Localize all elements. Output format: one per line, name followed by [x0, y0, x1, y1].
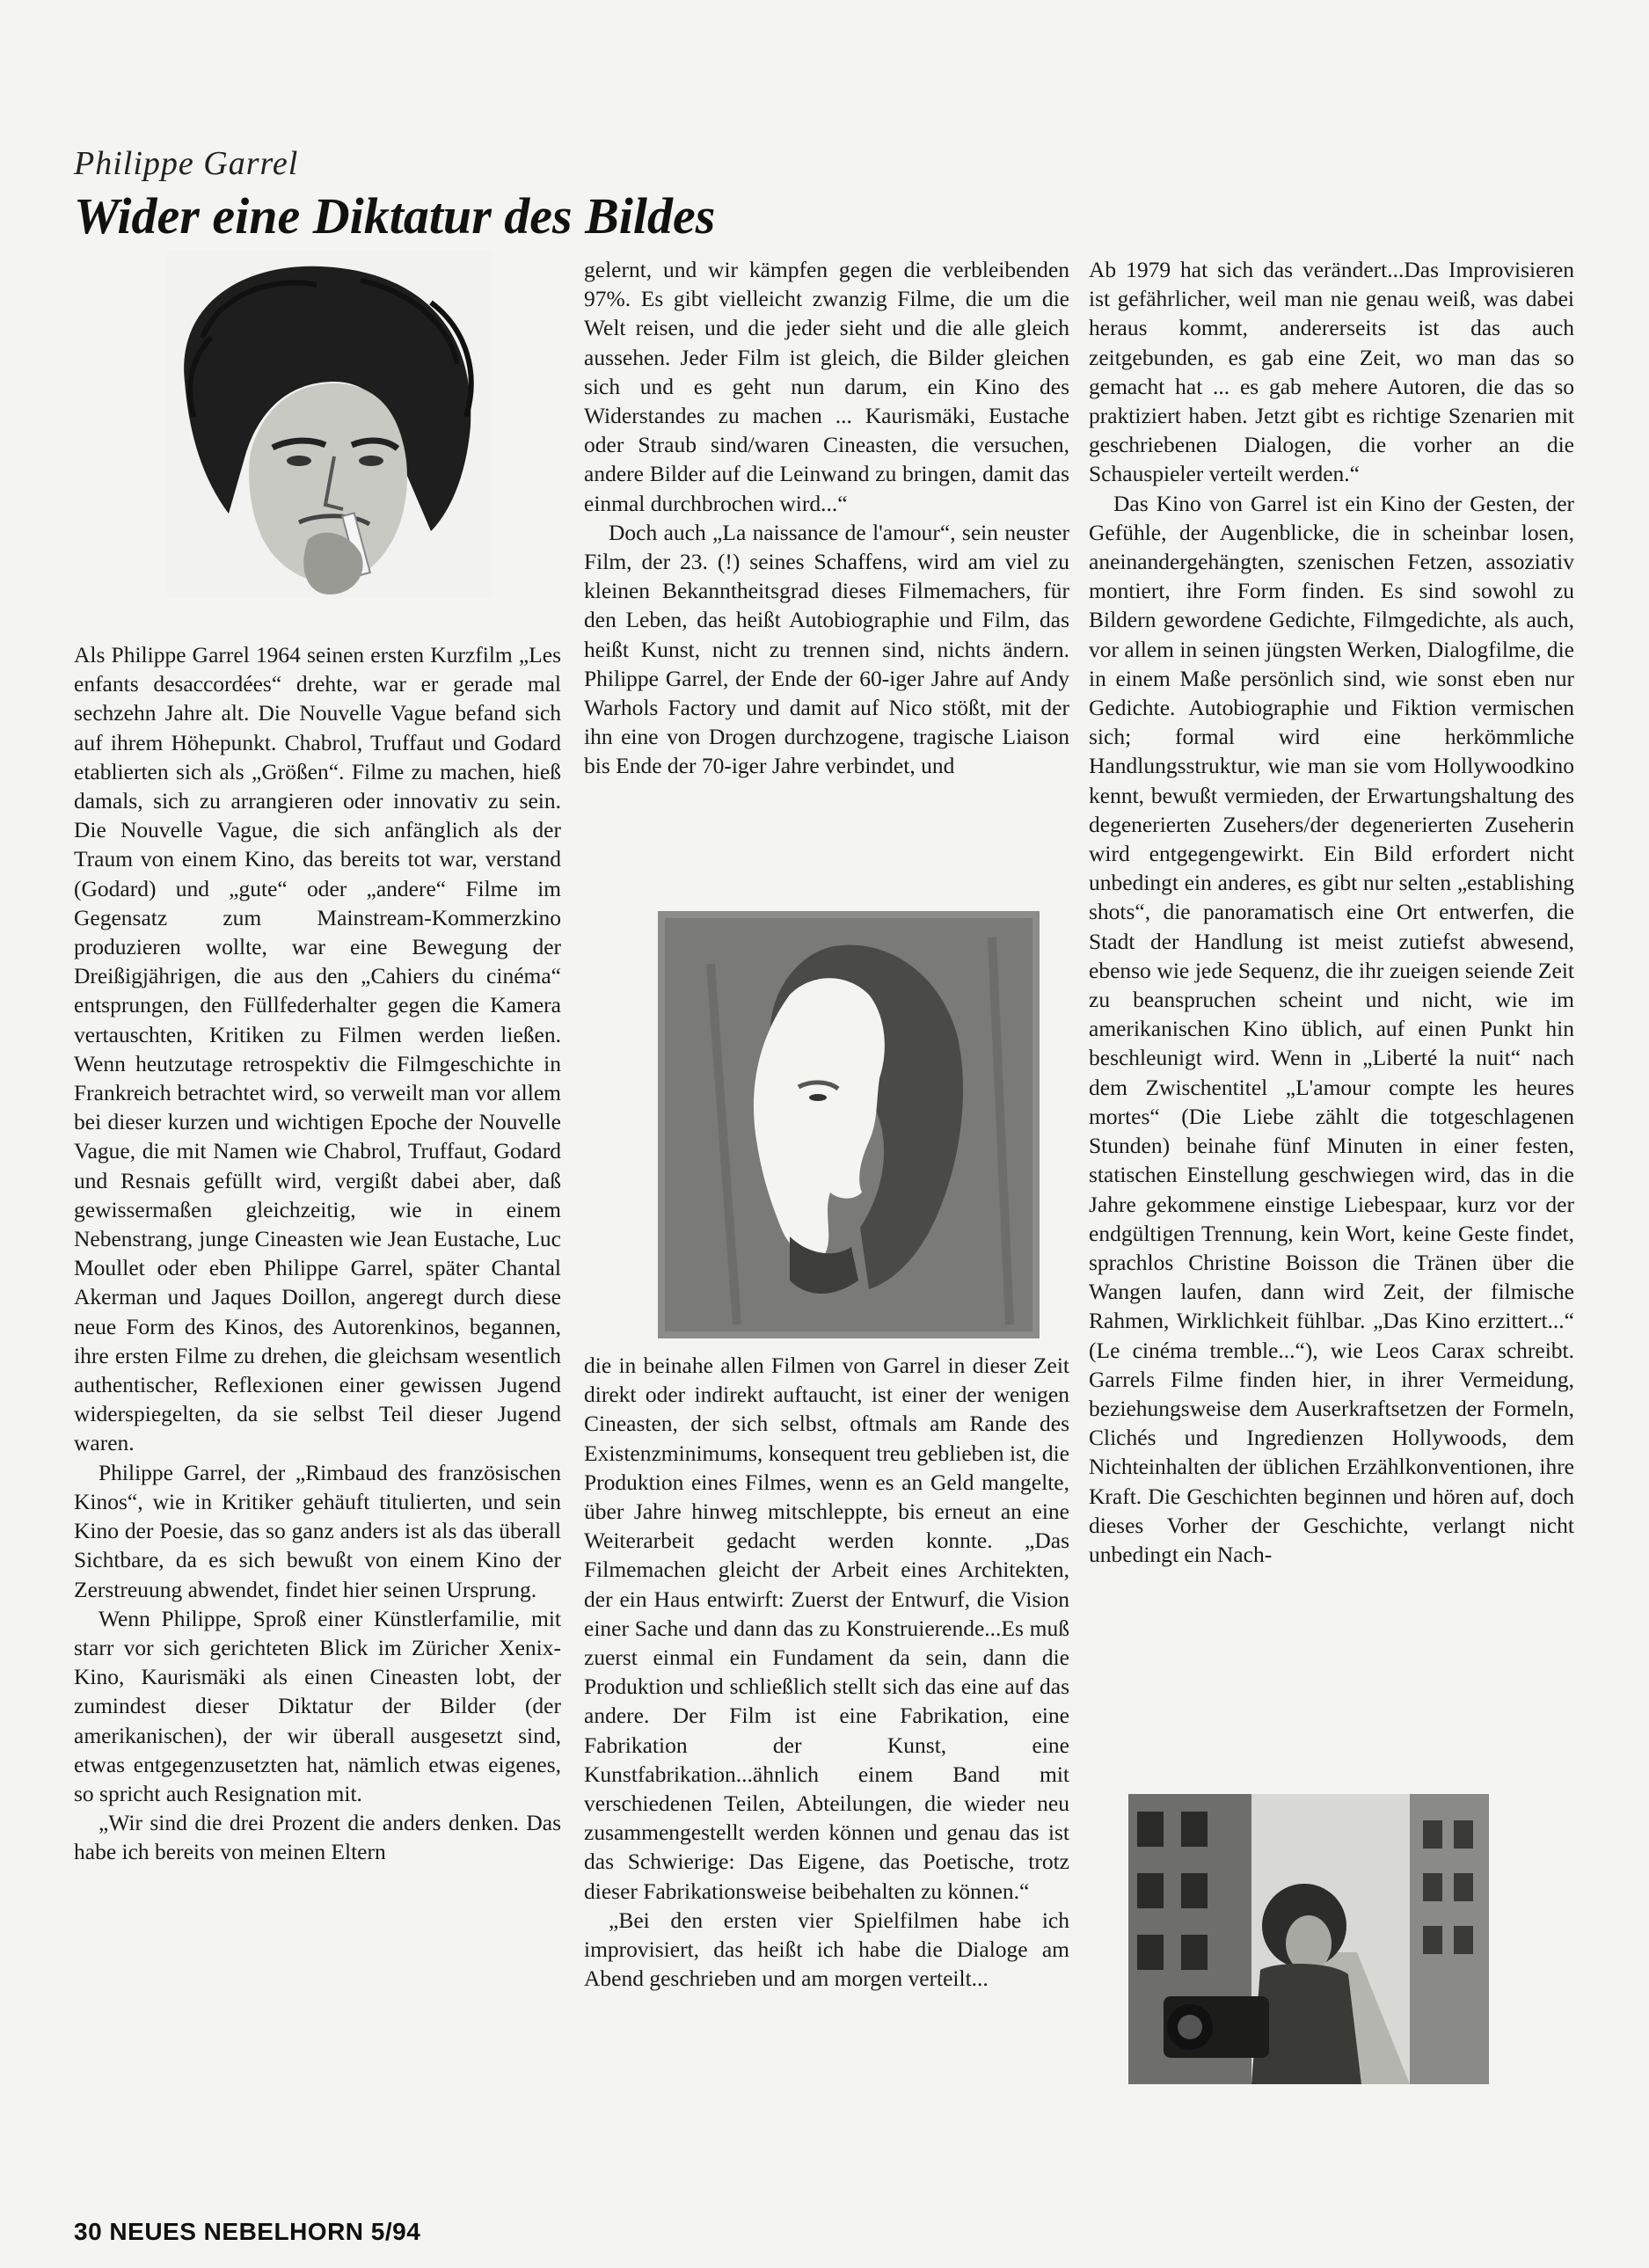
- portrait-photo-profile: [658, 911, 1040, 1338]
- paragraph: die in beinahe allen Filmen von Garrel in dieser Zeit direkt oder indirekt auftaucht, ist einer der wenigen Cineasten, der sich selbst, oftmals am Rande des Existenzminimums, konsequent treu geblieben ist, die Produktion eines Filmes, wenn es an Geld mangelte, über Jahre hinweg mitschleppte, bis erneut an eine Weiterarbeit gedacht werden konnte. „Das Filmemachen gleicht der Arbeit eines Architekten, der ein Haus entwirft: Zuerst der Entwurf, die Vision einer Sache und dann das zu Konstruierende...Es muß zuerst einmal ein Fundament da sein, dann die Produktion und schließlich stellt sich das eine auf das andere. Der Film ist eine Fabrikation, eine Fabrikation der Kunst, eine Kunstfabrikation...ähnlich einem Band mit verschiedenen Teilen, Abteilungen, die wieder neu zusammengestellt werden können und genau das ist das Schwierige: Das Eigene, das Poetische, trotz dieser Fabrikationsweise beibehalten zu können.“: [584, 1353, 1069, 1904]
- article-author: Philippe Garrel: [74, 145, 299, 182]
- paragraph: Als Philippe Garrel 1964 seinen ersten Kurzfilm „Les enfants desaccordées“ drehte, war er gerade mal sechzehn Jahre alt. Die Nouvelle Vague befand sich auf ihrem Höhepunkt. Chabrol, Truffaut und Godard etablierten sich als „Größen“. Filme zu machen, hieß damals, sich zu arrangieren oder innovativ zu sein. Die Nouvelle Vague, die sich anfänglich als der Traum von einem Kino, das bereits tot war, verstand (Godard) und „gute“ oder „andere“ Filme im Gegensatz zum Mainstream-Kommerzkino produzieren wollte, war eine Bewegung der Dreißigjährigen, die aus den „Cahiers du cinéma“ entsprungen, den Füllfederhalter gegen die Kamera vertauschten, Kritiken zu Filmen werden ließen. Wenn heutzutage retrospektiv die Filmgeschichte in Frankreich betrachtet wird, so verweilt man vor allem bei dieser kurzen und wichtigen Epoche der Nouvelle Vague, die mit Namen wie Chabrol, Truffaut, Godard und Resnais gefüllt wird, vergißt dabei aber, daß gewissermaßen gleichzeitig, wie in einem Nebenstrang, junge Cineasten wie Jean Eustache, Luc Moullet oder eben Philippe Garrel, später Chantal Akerman und Jaques Doillon, angeregt durch diese neue Form des Kinos, des Autorenkinos, begannen, ihre ersten Filme zu drehen, die gleichsam wesentlich authentischer, Reflexionen einer gewissen Jugend widerspiegelten, da sie selbst Teil dieser Jugend waren.: [74, 642, 561, 1456]
- column-1: [74, 640, 561, 2082]
- paragraph: Wenn Philippe, Sproß einer Künstlerfamilie, mit starr vor sich gerichteten Blick im Züricher Xenix-Kino, Kaurismäki als einen Cineasten lobt, der zumindest dieser Diktatur der Bilder (der amerikanischen), der wir überall ausgesetzt sind, etwas entgegenzusetzten hat, nämlich etwas eigenes, so spricht auch Resignation mit.: [74, 1605, 561, 1806]
- paragraph: Das Kino von Garrel ist ein Kino der Gesten, der Gefühle, der Augenblicke, die in scheinbar losen, aneinandergehängten, szenischen Fetzen, assoziativ montiert, ihre Form finden. Es sind sowohl zu Bildern gewordene Gedichte, Filmgedichte, als auch, vor allem in seinen jüngsten Werken, Dialogfilme, die in einem Maße persönlich sind, wie sonst eben nur Gedichte. Autobiographie und Fiktion vermischen sich; formal wird eine herkömmliche Handlungsstruktur, wie man sie vom Hollywoodkino kennt, bewußt vermieden, der Erwartungshaltung des degenerierten Zusehers/der degenerierten Zuseherin wird entgegengewirkt. Ein Bild erfordert nicht unbedingt ein anderes, es gibt nur selten „establishing shots“, die panoramatisch eine Ort entwerfen, die Stadt der Handlung ist meist zutiefst abwesend, ebenso wie jede Sequenz, die ihr zueigen seiende Zeit zu beanspruchen scheint und nicht, wie im amerikanischen Kino üblich, auf einen Punkt hin beschleunigt wird. Wenn in „Liberté la nuit“ nach dem Zwischentitel „L'amour compte les heures mortes“ (Die Liebe zählt die totgeschlagenen Stunden) beinahe fünf Minuten in einer festen, statischen Einstellung geschwiegen wird, das in die Jahre gekommene einstige Liebespaar, kurz vor der endgültigen Trennung, kein Wort, keine Geste findet, sprachlos Christine Boisson die Tränen über die Wangen laufen, dann wird Zeit, der filmische Rahmen, Wirklichkeit fühlbar. „Das Kino erzittert...“ (Le cinéma tremble...“), wie Leos Carax schreibt. Garrels Filme finden hier, in ihrer Vermeidung, beziehungsweise dem Auserkraftsetzen der Formeln, Clichés und Ingredienzen Hollywoods, dem Nichteinhalten der üblichen Erzählkonventionen, ihre Kraft. Die Geschichten beginnen und hören auf, doch dieses Vorher der Geschichte, verlangt nicht unbedingt ein Nach-: [1089, 490, 1574, 1567]
- paragraph: Ab 1979 hat sich das verändert...Das Improvisieren ist gefährlicher, weil man nie genau weiß, was dabei heraus kommt, andererseits ist das auch zeitgebunden, es gab eine Zeit, wo man das so gemacht hat ... es gab mehere Autoren, die das so praktiziert haben. Jetzt gibt es richtige Szenarien mit geschriebenen Dialogen, die vorher an die Schauspieler verteilt werden.“: [1089, 257, 1574, 487]
- paragraph: gelernt, und wir kämpfen gegen die verbleibenden 97%. Es gibt vielleicht zwanzig Filme, die um die Welt reisen, und die jeder sieht und die alle gleich aussehen. Jeder Film ist gleich, die Bilder gleichen sich und es geht nun darum, ein Kino des Widerstandes zu machen ... Kaurismäki, Eustache oder Straub sind/waren Cineasten, die versuchen, andere Bilder auf die Leinwand zu bringen, damit das einmal durchbrochen wird...“: [584, 257, 1069, 516]
- column-2-bottom: [584, 1351, 1069, 2107]
- paragraph: „Bei den ersten vier Spielfilmen habe ich improvisiert, das heißt ich habe die Dialoge am Abend geschrieben und am morgen verteilt...: [584, 1907, 1069, 1992]
- portrait-photo-cigarette: [167, 250, 493, 598]
- street-scene-photo: [1128, 1794, 1489, 2084]
- paragraph: „Wir sind die drei Prozent die anders denken. Das habe ich bereits von meinen Eltern: [74, 1810, 561, 1865]
- paragraph: Doch auch „La naissance de l'amour“, sein neuster Film, der 23. (!) seines Schaffens, wird am viel zu kleinen Bekanntheitsgrad dieses Filmemachers, für den Leben, das heißt Autobiographie und Film, das heißt Kunst, nicht zu trennen sind, nichts ändern. Philippe Garrel, der Ende der 60-iger Jahre auf Andy Warhols Factory und damit auf Nico stößt, mit der ihn eine von Drogen durchzogene, tragische Liaison bis Ende der 70-iger Jahre verbindet, und: [584, 519, 1069, 779]
- column-3: [1089, 255, 1574, 1750]
- column-2-top: [584, 255, 1069, 897]
- article-headline: Wider eine Diktatur des Bildes: [74, 187, 716, 244]
- paragraph: Philippe Garrel, der „Rimbaud des französischen Kinos“, wie in Kritiker gehäuft titulierten, und sein Kino der Poesie, das so ganz anders ist als das überall Sichtbare, da es sich bewußt von einem Kino der Zerstreuung abwendet, findet hier seinen Ursprung.: [74, 1459, 561, 1602]
- page-footer: 30 NEUES NEBELHORN 5/94: [74, 2218, 421, 2245]
